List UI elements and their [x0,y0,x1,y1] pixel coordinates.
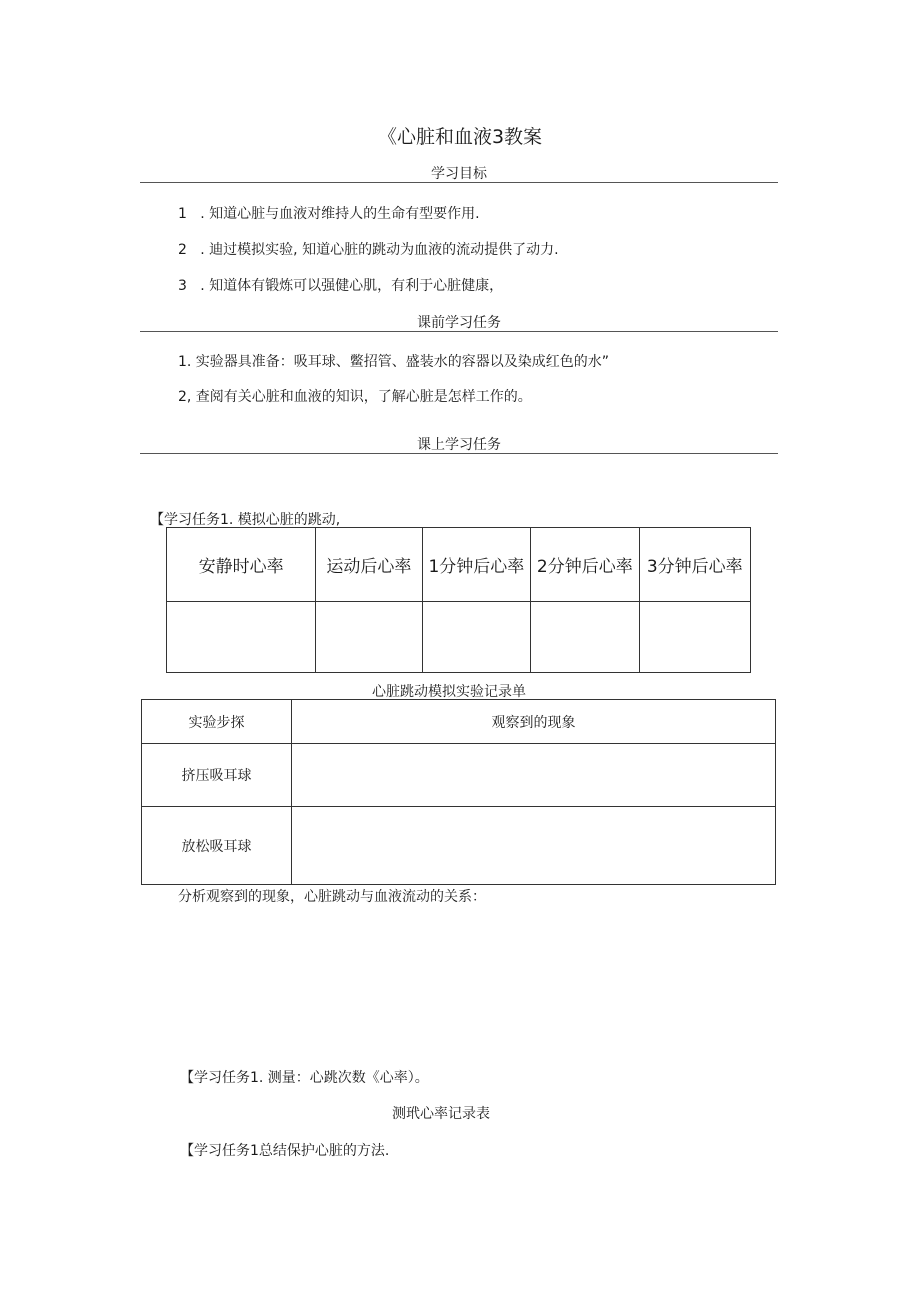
section-heading-inclass: 课上学习任务 [417,437,501,453]
table-row [142,807,776,885]
table-header-cell: 安静时心率 [167,528,316,602]
table-header-cell: 3分钟后心率 [639,528,750,602]
goal-text: . 知道体有锻炼可以强健心肌，有利于心脏健康， [200,278,504,294]
experiment-step-cell: 挤压吸耳球 [142,744,292,807]
table-header-cell: 2分钟后心率 [531,528,639,602]
goal-text: . 知道心脏与血液对维持人的生命有型要作用. [200,206,480,222]
document-title: 《心脏和血液3教案 [377,126,543,148]
goal-text: . 迪过模拟实验, 知道心脏的跳动为血液的流动提供了动力. [200,242,559,258]
experiment-table-caption: 心脏跳动模拟实验记录单 [372,684,526,700]
table-header-row [167,528,751,602]
table-cell[interactable] [167,602,316,673]
goal-number: 3 [178,278,187,294]
goal-number: 1 [178,206,187,222]
goal-number: 2 [178,242,187,258]
table-cell[interactable] [422,602,530,673]
task-measure-heading: 【学习任务1. 测量：心跳次数《心率）。 [180,1070,429,1086]
section-divider [140,331,778,332]
section-divider [140,182,778,183]
table-row [142,744,776,807]
preclass-task-2: 2, 查阅有关心脏和血液的知识，了解心脏是怎样工作的。 [178,389,532,405]
heart-rate-table [166,527,751,673]
table-cell[interactable] [531,602,639,673]
preclass-task-1: 1. 实验器具准备：吸耳球、鳖招管、盛装水的容器以及染成红色的水” [178,354,610,370]
observation-cell[interactable] [292,744,776,807]
heart-rate-record-caption: 测玳心率记录表 [392,1106,490,1122]
section-heading-preclass: 课前学习任务 [417,315,501,331]
table-row [167,602,751,673]
table-header-cell: 1分钟后心率 [422,528,530,602]
goal-item-3 [178,275,503,295]
table-cell[interactable] [639,602,750,673]
table-header-cell: 运动后心率 [316,528,422,602]
task-summary-heading: 【学习任务1总结保护心脏的方法. [180,1143,390,1159]
goal-item-2 [178,239,559,259]
table-header-cell: 实验步探 [142,700,292,744]
section-heading-goals: 学习目标 [431,166,487,182]
experiment-record-table [141,699,776,885]
goal-item-1 [178,203,480,223]
analysis-prompt: 分析观察到的现象，心脏跳动与血液流动的关系： [178,889,486,905]
observation-cell[interactable] [292,807,776,885]
section-divider [140,453,778,454]
table-header-row [142,700,776,744]
task1-heading: 【学习任务1. 模拟心脏的跳动, [150,512,341,528]
experiment-step-cell: 放松吸耳球 [142,807,292,885]
table-cell[interactable] [316,602,422,673]
table-header-cell: 观察到的现象 [292,700,776,744]
